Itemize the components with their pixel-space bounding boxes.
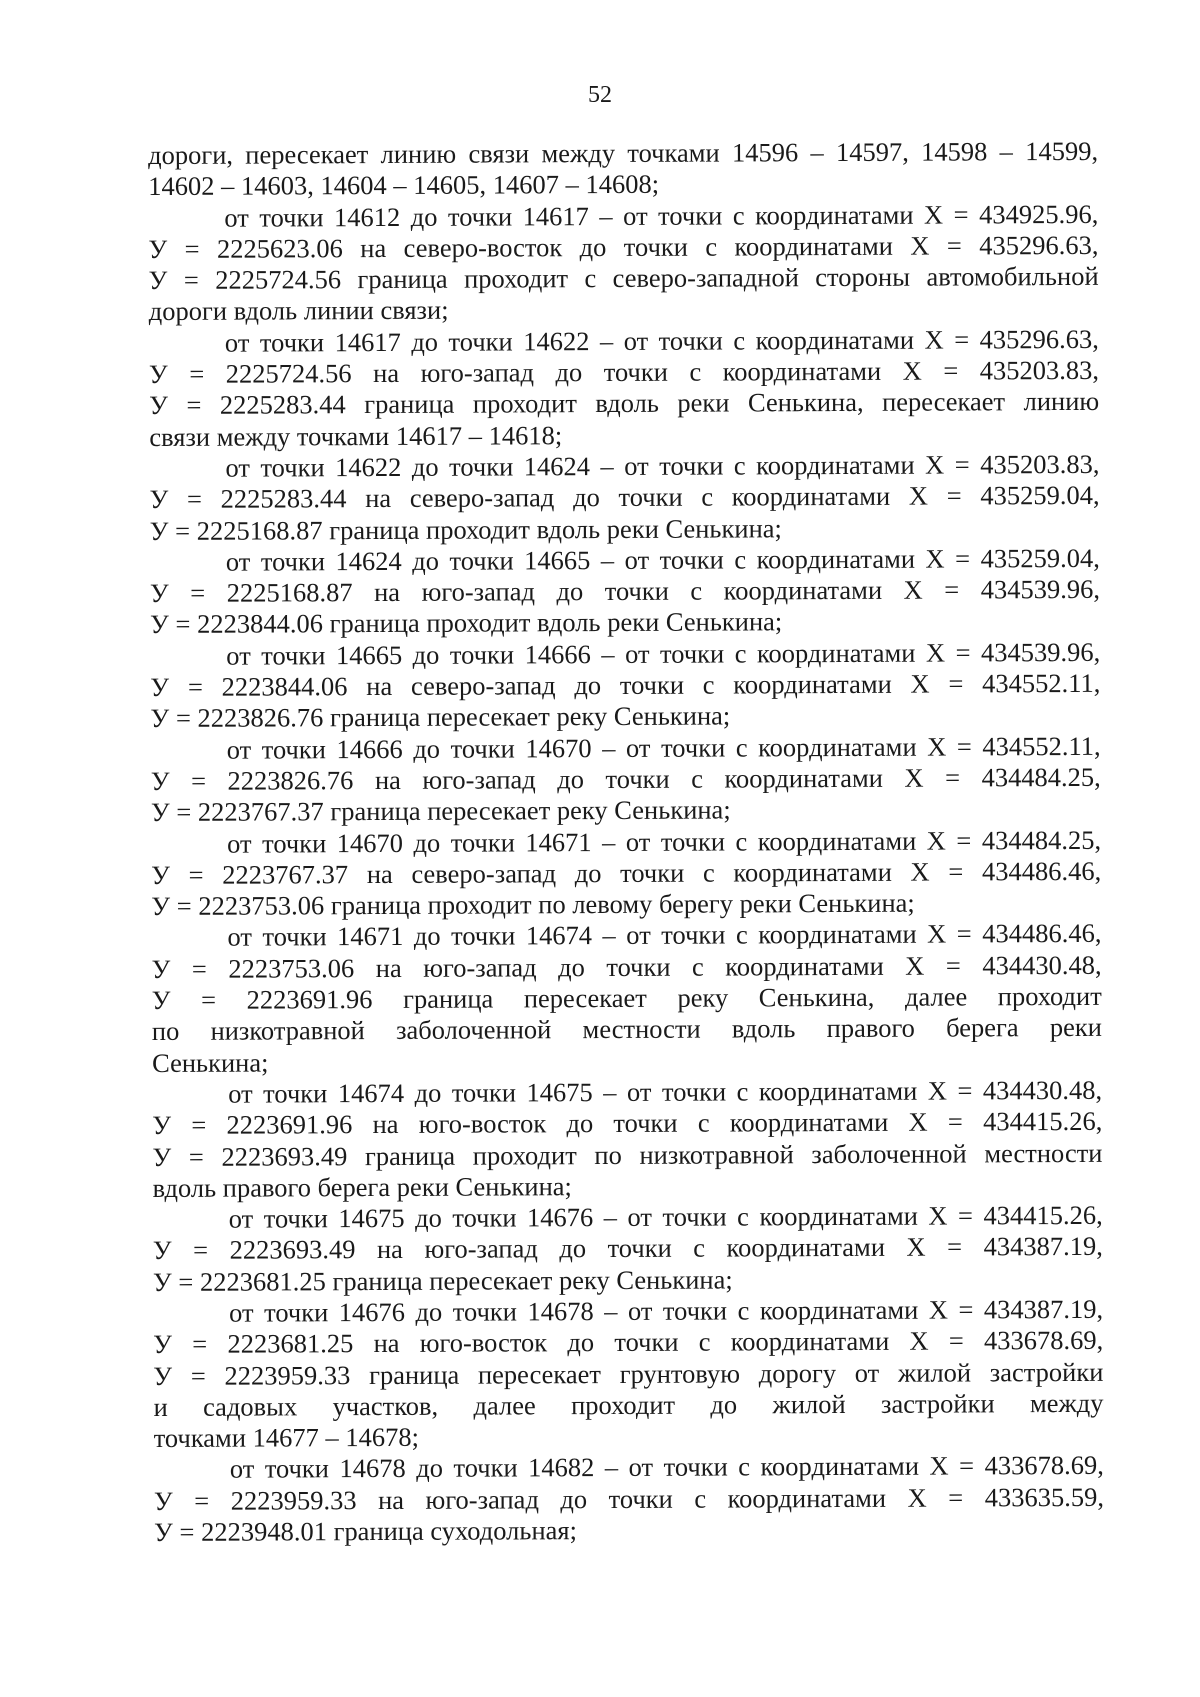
text-line: У = 2225283.44 граница проходит вдоль реки Сенькина, пересекает линию [149,386,1100,421]
text-line: У = 2223826.76 граница пересекает реку Сенькина; [150,700,731,734]
paragraph [150,637,1100,735]
text-line: дороги вдоль линии связи; [148,295,449,327]
paragraph [151,918,1102,1079]
text-line: вдоль правого берега реки Сенькина; [152,1170,572,1203]
text-line: У = 2225168.87 на юго-запад до точки с координатами Х = 434539.96, [149,574,1101,609]
text-line: Сенькина; [151,1047,269,1078]
text-line: У = 2223767.37 граница пересекает реку Сенькина; [150,794,731,828]
paragraph [149,449,1099,547]
paragraph [153,1294,1104,1455]
document-body [148,136,1104,1548]
text-line: от точки 14665 до точки 14666 – от точки с координатами Х = 434539.96, [226,636,1101,671]
text-line: У = 2223959.33 граница пересекает грунтовую дорогу от жилой застройки [153,1356,1104,1391]
text-line: связи между точками 14617 – 14618; [149,419,563,452]
text-line: У = 2225623.06 на северо-восток до точки с координатами Х = 435296.63, [148,229,1099,264]
text-line: У = 2225724.56 граница проходит с северо-западной стороны автомобильной [148,261,1099,296]
text-line: У = 2223844.06 на северо-запад до точки с координатами Х = 434552.11, [150,667,1101,703]
text-line: У = 2223844.06 граница проходит вдоль реки Сенькина; [150,606,783,640]
text-line: от точки 14671 до точки 14674 – от точки с координатами Х = 434486.46, [227,918,1102,953]
text-line: от точки 14624 до точки 14665 – от точки с координатами Х = 435259.04, [225,542,1100,577]
text-line: У = 2223693.49 граница проходит по низкотравной заболоченной местности [152,1137,1103,1172]
text-line: от точки 14674 до точки 14675 – от точки с координатами Х = 434430.48, [228,1074,1103,1109]
text-line: от точки 14670 до точки 14671 – от точки с координатами Х = 434484.25, [227,824,1102,859]
paragraph [153,1200,1103,1298]
text-line: и садовых участков, далее проходит до жилой застройки между [153,1387,1104,1422]
text-line: У = 2223693.49 на юго-запад до точки с координатами Х = 434387.19, [152,1231,1103,1266]
text-line: от точки 14617 до точки 14622 – от точки с координатами Х = 435296.63, [224,323,1099,358]
paragraph [152,1075,1103,1204]
text-line: У = 2223948.01 граница суходольная; [154,1515,577,1548]
paragraph [149,324,1100,453]
text-line: от точки 14675 до точки 14676 – от точки с координатами Х = 434415.26, [228,1199,1103,1234]
text-line: от точки 14612 до точки 14617 – от точки с координатами Х = 434925.96, [224,198,1099,233]
text-line: У = 2225724.56 на юго-запад до точки с координатами Х = 435203.83, [148,354,1100,390]
page-number: 52 [588,82,612,108]
text-line: точками 14677 – 14678; [153,1422,420,1454]
text-line: от точки 14666 до точки 14670 – от точки с координатами Х = 434552.11, [226,730,1101,765]
paragraph [150,543,1100,641]
text-line: от точки 14678 до точки 14682 – от точки с координатами Х = 433678.69, [229,1450,1104,1485]
text-line: У = 2223753.06 на юго-запад до точки с координатами Х = 434430.48, [151,949,1102,984]
text-line: по низкотравной заболоченной местности вдоль правого берега реки [151,1012,1102,1047]
text-line: У = 2223681.25 на юго-восток до точки с координатами Х = 433678.69, [153,1325,1104,1360]
text-line: У = 2223826.76 на юго-запад до точки с координатами Х = 434484.25, [150,761,1101,796]
text-line: У = 2225168.87 граница проходит вдоль реки Сенькина; [149,512,782,546]
text-line: У = 2225283.44 на северо-запад до точки с координатами Х = 435259.04, [149,480,1100,515]
text-line: от точки 14622 до точки 14624 – от точки с координатами Х = 435203.83, [225,448,1100,483]
text-line: У = 2223959.33 на юго-запад до точки с координатами Х = 433635.59, [153,1481,1104,1516]
text-line: дороги, пересекает линию связи между точками 14596 – 14597, 14598 – 14599, [148,135,1099,170]
paragraph [154,1450,1104,1548]
paragraph [151,730,1101,828]
text-line: от точки 14676 до точки 14678 – от точки с координатами Х = 434387.19, [229,1293,1104,1328]
text-line: У = 2223753.06 граница проходит по левому берегу реки Сенькина; [151,887,915,922]
text-line: У = 2223691.96 на юго-восток до точки с координатами Х = 434415.26, [152,1106,1103,1141]
text-line: У = 2223691.96 граница пересекает реку Сенькина, далее проходит [151,980,1102,1016]
text-line: У = 2223767.37 на северо-запад до точки с координатами Х = 434486.46, [151,855,1102,890]
paragraph [148,198,1099,327]
text-line: У = 2223681.25 граница пересекает реку Сенькина; [152,1264,733,1297]
paragraph [148,136,1098,203]
paragraph [151,824,1101,922]
text-line: 14602 – 14603, 14604 – 14605, 14607 – 14608; [148,169,660,202]
